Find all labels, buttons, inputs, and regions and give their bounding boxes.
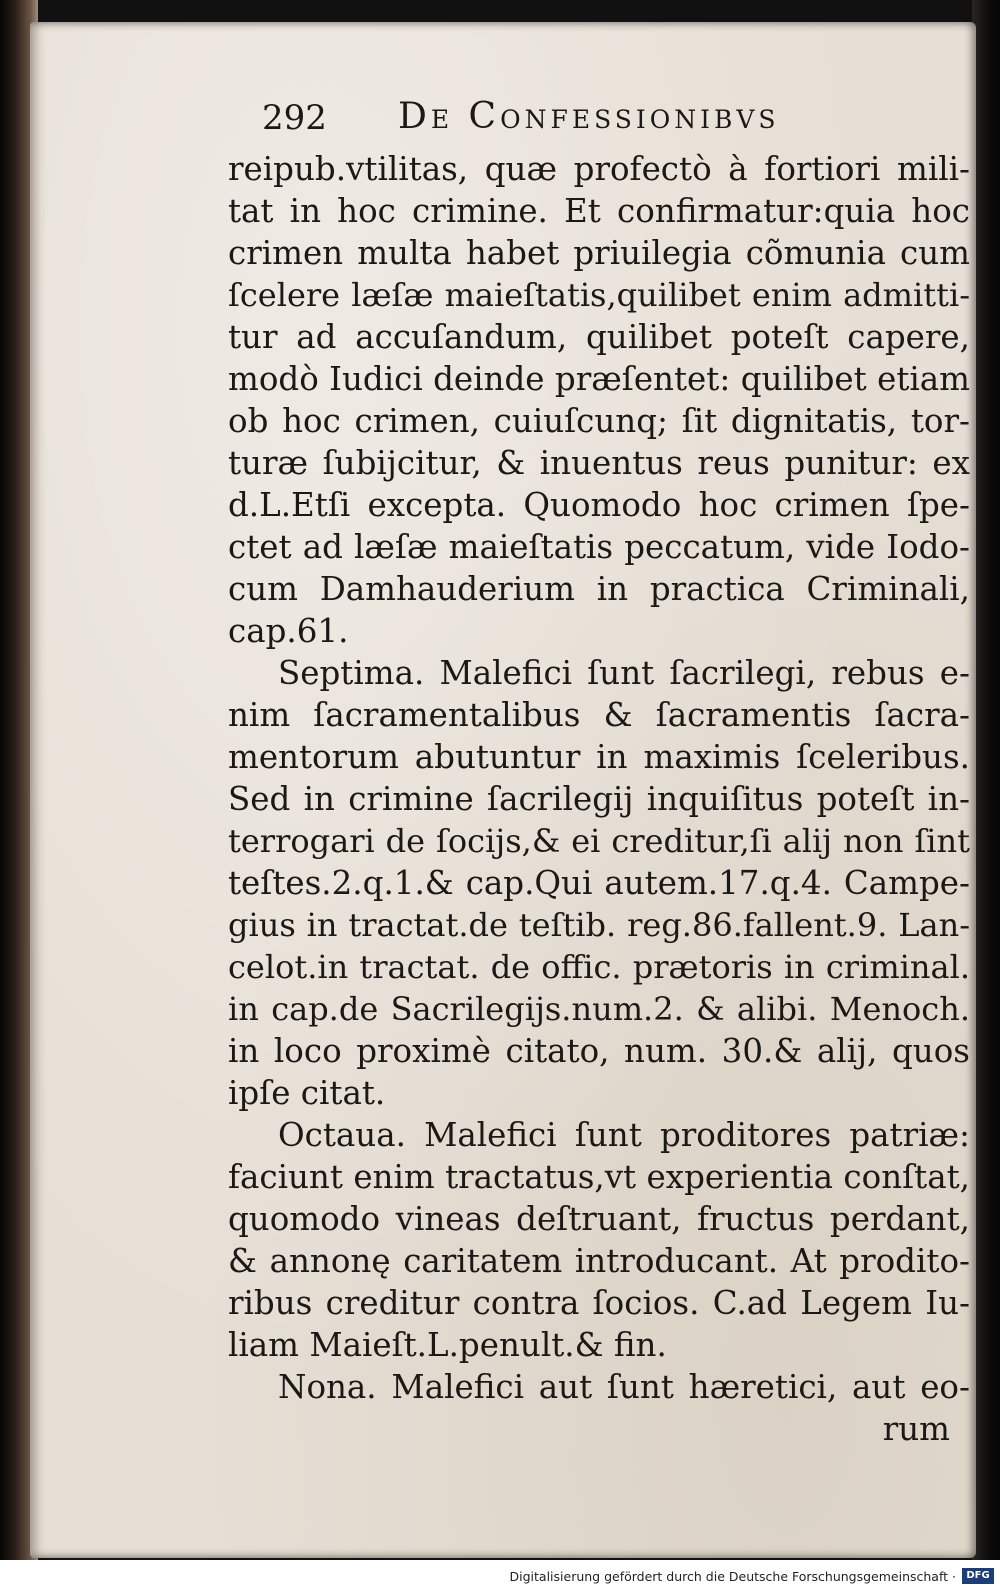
footer-bar <box>0 1560 1000 1592</box>
text-line: d.L.Etſi excepta. Quomodo hoc crimen ſpe- <box>228 486 970 524</box>
text-line: quomodo vineas deſtruant, fructus perdant, <box>228 1200 970 1238</box>
book-page <box>30 22 976 1558</box>
text-line: mentorum abutuntur in maximis ſceleribus. <box>228 738 970 776</box>
text-line: ribus creditur contra ſocios. C.ad Legem Iu- <box>228 1284 970 1322</box>
text-line: turæ ſubijcitur, & inuentus reus punitur: ex <box>228 444 970 482</box>
text-line: faciunt enim tractatus,vt experientia conſtat, <box>228 1158 970 1196</box>
text-line: ipſe citat. <box>228 1074 386 1112</box>
text-line: Septima. Malefici ſunt ſacrilegi, rebus e- <box>278 654 970 692</box>
text-line: nim ſacramentalibus & ſacramentis ſacra- <box>228 696 970 734</box>
text-line: Sed in crimine ſacrilegij inquiſitus poteſt in- <box>228 780 970 818</box>
text-line: tur ad accuſandum, quilibet poteſt capere, <box>228 318 970 356</box>
text-line: Nona. Malefici aut ſunt hæretici, aut eo- <box>278 1368 970 1406</box>
text-block <box>228 96 970 1450</box>
book-edge <box>972 0 1000 1560</box>
text-line: cap.61. <box>228 612 349 650</box>
text-line: celot.in tractat. de offic. prætoris in criminal. <box>228 948 970 986</box>
text-line: cum Damhauderium in practica Criminali, <box>228 570 970 608</box>
text-line: ob hoc crimen, cuiuſcunq; ſit dignitatis, tor- <box>228 402 970 440</box>
text-line: ctet ad læſæ maieſtatis peccatum, vide Iodo- <box>228 528 970 566</box>
running-head: De Confessionibvs <box>398 96 780 137</box>
text-line: Octaua. Malefici ſunt proditores patriæ: <box>278 1116 970 1154</box>
text-line: & annonę caritatem introducant. At prodito- <box>228 1242 970 1280</box>
text-line: gius in tractat.de teſtib. reg.86.fallent.9. Lan- <box>228 906 970 944</box>
dfg-logo: DFG <box>962 1568 994 1584</box>
page-number: 292 <box>262 98 327 138</box>
funding-credit: Digitalisierung gefördert durch die Deutsche Forschungsgemeinschaft · <box>509 1569 956 1584</box>
text-line: liam Maieſt.L.penult.& fin. <box>228 1326 667 1364</box>
text-line: tat in hoc crimine. Et confirmatur:quia hoc <box>228 192 970 230</box>
text-line: in loco proximè citato, num. 30.& alij, quos <box>228 1032 970 1070</box>
catchword: rum <box>882 1410 950 1448</box>
text-line: terrogari de ſocijs,& ei creditur,ſi alij non ſint <box>228 822 970 860</box>
text-line: crimen multa habet priuilegia cõmunia cum <box>228 234 970 272</box>
text-line: modò Iudici deinde præſentet: quilibet etiam <box>228 360 970 398</box>
text-line: in cap.de Sacrilegijs.num.2. & alibi. Menoch. <box>228 990 970 1028</box>
text-line: ſcelere læſæ maieſtatis,quilibet enim admitti- <box>228 276 970 314</box>
text-line: reipub.vtilitas, quæ profectò à fortiori mili- <box>228 150 970 188</box>
page-header <box>228 96 970 148</box>
text-line: teſtes.2.q.1.& cap.Qui autem.17.q.4. Campe- <box>228 864 970 902</box>
